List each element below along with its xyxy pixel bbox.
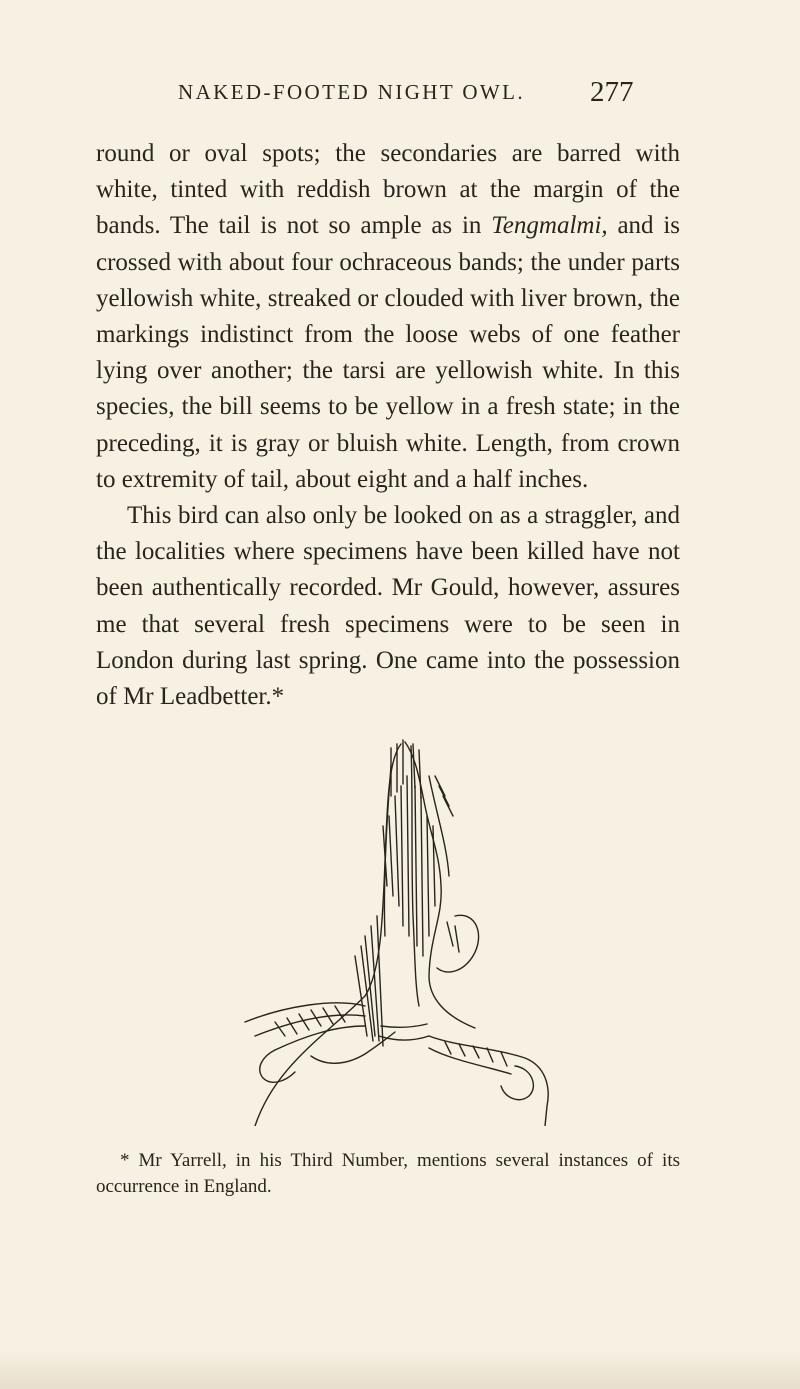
page-number: 277	[590, 76, 634, 108]
running-title: NAKED-FOOTED NIGHT OWL.	[178, 80, 526, 104]
footnote-text: * Mr Yarrell, in his Third Number, mentions several instances of its occurrence in England.	[96, 1150, 680, 1197]
owl-foot-engraving-icon	[215, 736, 570, 1126]
paragraph-1-part-1: round or oval spots; the secondaries are barred with white, tinted with reddish brown at the margin of the bands. The tail is not so ample as in	[96, 140, 680, 240]
footnote	[96, 1148, 680, 1200]
running-head	[178, 76, 678, 116]
paragraph-2: This bird can also only be looked on as a straggler, and the localities where specimens have been killed have not been authentically recorded. Mr Gould, however, assures me that several fresh specimens were to be seen in London during last spring. One came into the possession of Mr Leadbetter.*	[96, 502, 680, 711]
species-name: Tengmalmi,	[491, 212, 608, 240]
paragraph-1	[96, 136, 680, 498]
body-text	[96, 136, 680, 715]
page-edge-stain	[0, 1349, 800, 1389]
paragraph-1-part-2: and is crossed with about four ochraceous bands; the under parts yellowish white, streaked or clouded with liver brown, the markings indistinct from the loose webs of one feather lying over another; the tarsi are yellowish white. In this species, the bill seems to be yellow in a fresh state; in the preceding, it is gray or bluish white. Length, from crown to extremity of tail, about eight and a half inches.	[96, 212, 680, 493]
owl-foot-illustration	[215, 736, 570, 1126]
